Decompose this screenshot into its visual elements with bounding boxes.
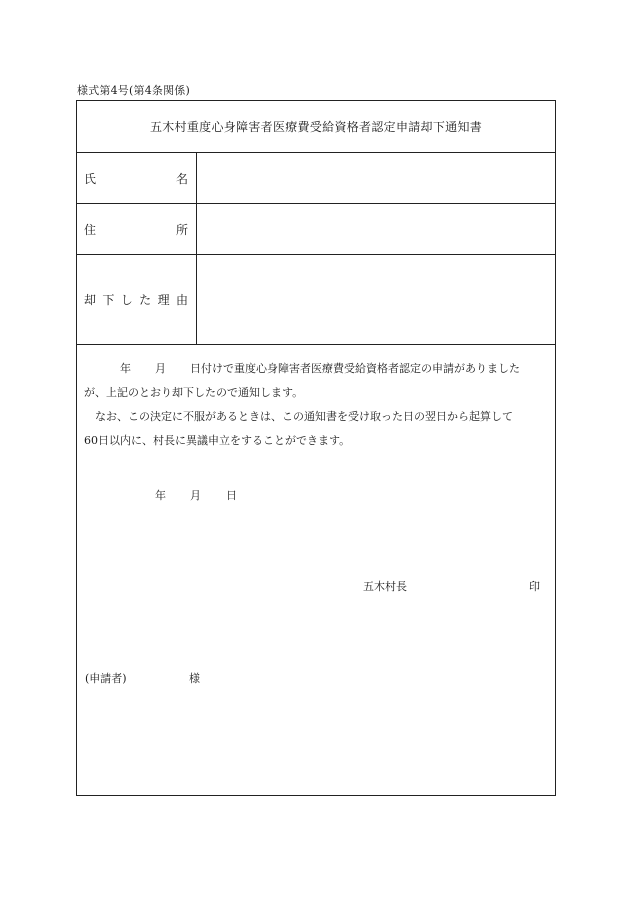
reason-label-char: た: [139, 293, 152, 307]
name-label-char: 名: [175, 171, 188, 186]
notice-line-3: なお、この決定に不服があるときは、この通知書を受け取った日の翌日から起算して: [95, 410, 513, 423]
address-label-char: 所: [175, 222, 188, 237]
reason-label-char: し: [120, 293, 133, 307]
address-label-char: 住: [84, 222, 97, 237]
reason-label: [77, 255, 197, 344]
notice-year: 年: [120, 362, 131, 375]
document-title: 五木村重度心身障害者医療費受給資格者認定申請却下通知書: [77, 101, 555, 153]
notice-line-4: 60日以内に、村長に異議申立をすることができます。: [84, 434, 351, 447]
address-row: [77, 204, 555, 255]
issuer-title: 五木村長: [363, 580, 407, 593]
notice-form: [76, 100, 556, 796]
reason-label-char: 由: [175, 293, 188, 307]
seal-mark: 印: [529, 580, 540, 593]
name-field[interactable]: [198, 153, 555, 203]
address-label: [77, 204, 197, 254]
date-year: 年: [155, 489, 166, 502]
form-number: 様式第4号(第4条関係): [77, 84, 190, 97]
reason-field[interactable]: [198, 255, 555, 344]
name-row: [77, 153, 555, 204]
notice-month: 月: [155, 362, 166, 375]
date-day: 日: [226, 489, 237, 502]
name-label-char: 氏: [84, 171, 97, 186]
reason-label-char: 下: [102, 293, 115, 307]
recipient-label: (申請者): [85, 672, 127, 685]
notice-line-1: [84, 357, 548, 381]
name-label: [77, 153, 197, 203]
notice-line-2: が、上記のとおり却下したので通知します。: [84, 386, 304, 399]
reason-label-char: 却: [84, 293, 97, 307]
address-field[interactable]: [198, 204, 555, 254]
date-month: 月: [190, 489, 201, 502]
reason-label-char: 理: [157, 293, 170, 307]
notice-line-1-text: 日付けで重度心身障害者医療費受給資格者認定の申請がありました: [190, 362, 520, 375]
recipient-honorific: 様: [189, 672, 200, 685]
reason-row: [77, 255, 555, 345]
